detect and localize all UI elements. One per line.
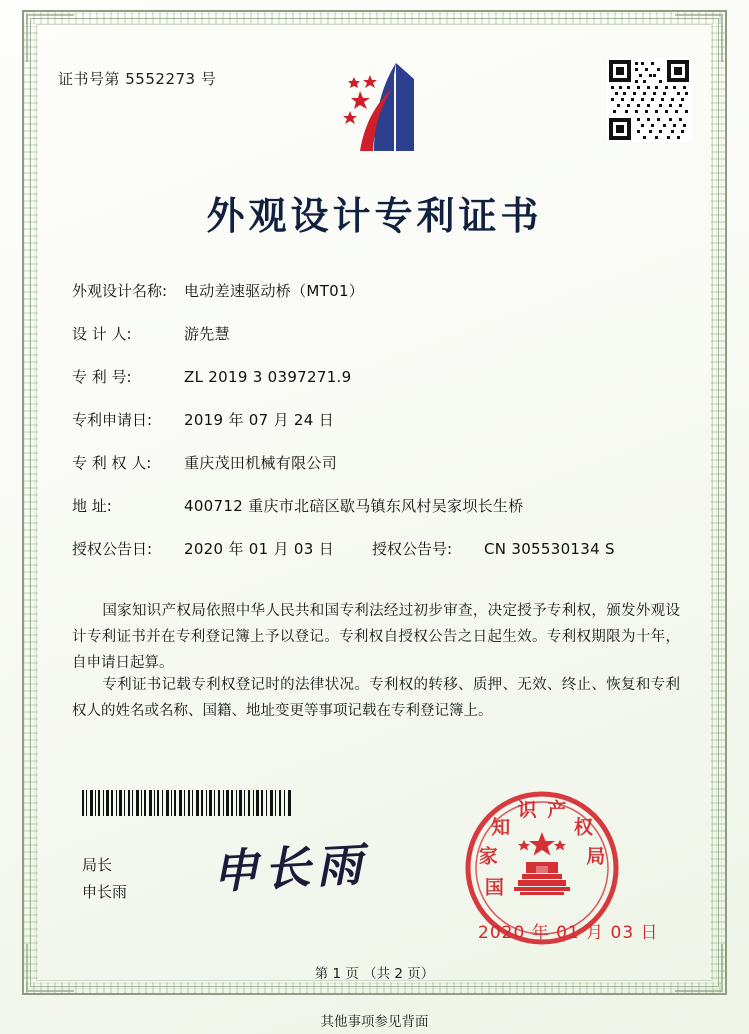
- cnipa-logo-icon: [330, 55, 440, 165]
- body-paragraph-1: [72, 598, 680, 676]
- field-grant-announcement-row: [72, 538, 682, 559]
- field-value: 重庆茂田机械有限公司: [184, 454, 338, 472]
- field-label: 外观设计名称:: [72, 282, 168, 300]
- field-address: [72, 495, 682, 516]
- field-design-name: [72, 280, 682, 301]
- field-label: 设 计 人:: [72, 325, 132, 343]
- field-value: CN 305530134 S: [484, 540, 615, 558]
- corner-ornament-top-left: [26, 14, 74, 62]
- certificate-number: 证书号第 5552273 号: [58, 70, 217, 88]
- ornament-top: [26, 12, 723, 24]
- paragraph-text: 专利证书记载专利权登记时的法律状况。专利权的转移、质押、无效、终止、恢复和专利权人的姓名或名称、国籍、地址变更等事项记载在专利登记簿上。: [72, 677, 680, 719]
- svg-text:权: 权: [573, 816, 593, 839]
- footer-note: 其他事项参见背面: [320, 1014, 429, 1030]
- signature-labels: [82, 852, 127, 906]
- svg-text:国: 国: [484, 876, 504, 899]
- svg-text:局: 局: [586, 845, 606, 868]
- page-number: 第 1 页 （共 2 页）: [314, 966, 435, 982]
- director-name-label: 申长雨: [82, 883, 128, 901]
- field-designer: [72, 323, 682, 344]
- svg-text:产: 产: [547, 799, 567, 822]
- corner-ornament-top-right: [675, 14, 723, 62]
- field-value: 2020 年 01 月 03 日: [184, 540, 334, 558]
- page-title: 外观设计专利证书: [206, 194, 543, 238]
- field-label: 地 址:: [72, 497, 112, 515]
- barcode-icon: [82, 790, 294, 816]
- field-value: 400712 重庆市北碚区歇马镇东风村吴家坝长生桥: [184, 497, 524, 515]
- ornament-right: [711, 26, 725, 979]
- field-label: 专 利 号:: [72, 368, 132, 386]
- paragraph-text: 国家知识产权局依照中华人民共和国专利法经过初步审查，决定授予专利权，颁发外观设计专利证书并在专利登记簿上予以登记。专利权自授权公告之日起生效。专利权期限为十年，自申请日起算。: [72, 603, 680, 671]
- body-paragraph-2: [72, 672, 680, 724]
- field-value: 2019 年 07 月 24 日: [184, 411, 334, 429]
- svg-text:家: 家: [478, 845, 498, 868]
- field-label: 授权公告号:: [372, 540, 453, 558]
- field-label: 专利申请日:: [72, 411, 153, 429]
- field-application-date: [72, 409, 682, 430]
- svg-text:知: 知: [491, 816, 511, 839]
- seal-date: 2020 年 01 月 03 日: [478, 923, 659, 943]
- field-label: 授权公告日:: [72, 540, 153, 558]
- qr-code-icon: [607, 58, 691, 142]
- field-label: 专 利 权 人:: [72, 454, 152, 472]
- ornament-bottom: [26, 982, 723, 994]
- field-list: [72, 280, 682, 577]
- svg-text:识: 识: [517, 799, 537, 822]
- field-patentee: [72, 452, 682, 473]
- field-value: 游先慧: [184, 325, 230, 343]
- field-value: 电动差速驱动桥（MT01）: [184, 282, 365, 300]
- director-role-label: 局长: [82, 856, 113, 874]
- ornament-left: [24, 26, 38, 979]
- field-value: ZL 2019 3 0397271.9: [184, 368, 352, 386]
- director-handwritten-signature: 申长雨: [210, 836, 370, 900]
- field-announcement-number: [372, 538, 615, 559]
- field-patent-number: [72, 366, 682, 387]
- field-grant-date: [72, 538, 372, 559]
